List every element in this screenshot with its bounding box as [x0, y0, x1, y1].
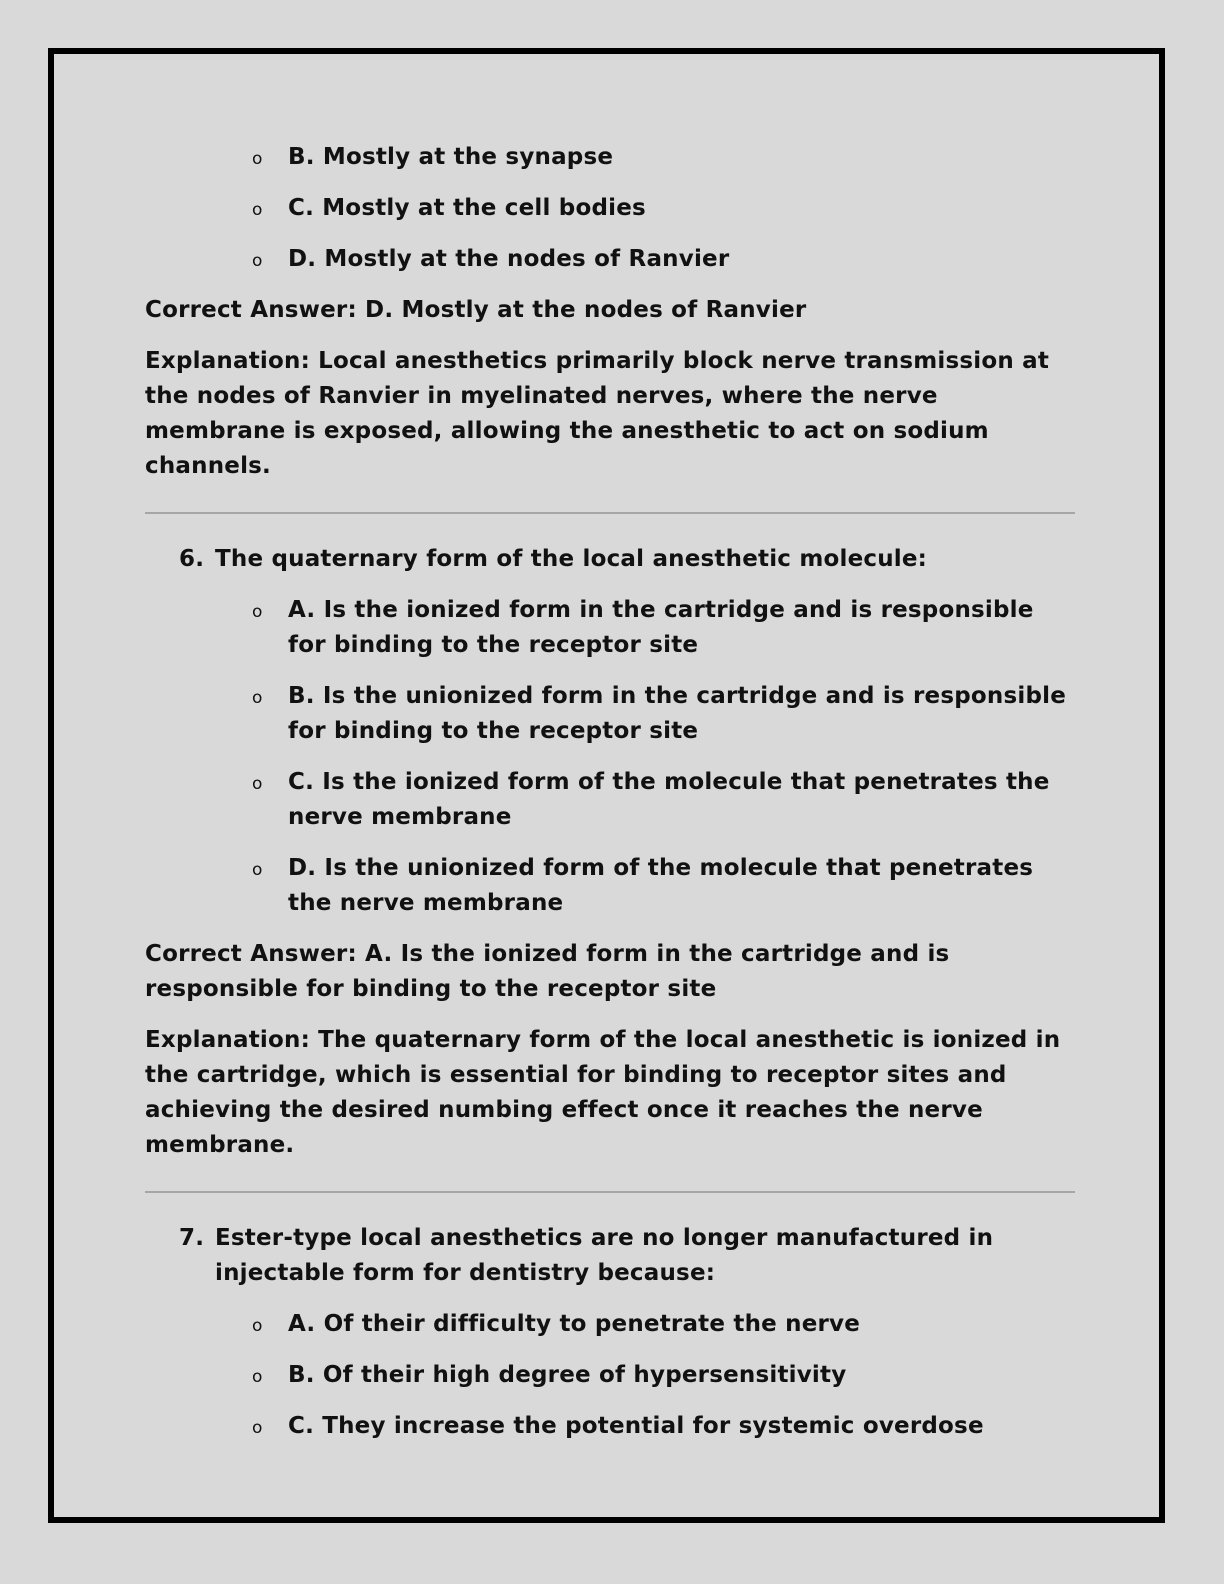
document-content	[145, 140, 1075, 1460]
question-text: The quaternary form of the local anesthetic molecule:	[215, 546, 928, 572]
q6-option-d	[252, 851, 1075, 921]
q6-explanation: Explanation: The quaternary form of the local anesthetic is ionized in the cartridge, which is essential for binding to receptor sites and achieving the desired numbing effect once it reaches the nerve membrane.	[145, 1027, 1061, 1158]
q7-option-b	[252, 1358, 1075, 1393]
q7-option-c	[252, 1409, 1075, 1444]
q5-option-d	[252, 242, 1075, 277]
q6-option-c	[252, 765, 1075, 835]
q6-correct-answer: Correct Answer: A. Is the ionized form in the cartridge and is responsible for binding to the receptor site	[145, 941, 950, 1002]
bullet-icon: o	[252, 860, 263, 880]
bullet-icon: o	[252, 688, 263, 708]
q6-option-a	[252, 593, 1075, 663]
question-number: 6.	[179, 546, 205, 572]
bullet-icon: o	[252, 251, 263, 271]
bullet-icon: o	[252, 200, 263, 220]
question-number: 7.	[179, 1225, 205, 1251]
option-text: C. Is the ionized form of the molecule that penetrates the nerve membrane	[288, 769, 1050, 830]
option-text: C. They increase the potential for systemic overdose	[288, 1413, 984, 1439]
option-text: A. Is the ionized form in the cartridge and is responsible for binding to the receptor site	[288, 597, 1034, 658]
q5-explanation: Explanation: Local anesthetics primarily block nerve transmission at the nodes of Ranvier in myelinated nerves, where the nerve membrane is exposed, allowing the anesthetic to act on sodium channels.	[145, 348, 1050, 479]
q7-question	[179, 1221, 1075, 1291]
bullet-icon: o	[252, 149, 263, 169]
option-text: B. Is the unionized form in the cartridge and is responsible for binding to the receptor site	[288, 683, 1067, 744]
bullet-icon: o	[252, 602, 263, 622]
q5-correct-answer: Correct Answer: D. Mostly at the nodes of Ranvier	[145, 297, 807, 323]
bullet-icon: o	[252, 1418, 263, 1438]
section-divider	[145, 1191, 1075, 1193]
q6-question	[179, 542, 1075, 577]
bullet-icon: o	[252, 774, 263, 794]
question-text: Ester-type local anesthetics are no longer manufactured in injectable form for dentistry because:	[215, 1225, 994, 1286]
q5-option-b	[252, 140, 1075, 175]
bullet-icon: o	[252, 1316, 263, 1336]
option-text: A. Of their difficulty to penetrate the nerve	[288, 1311, 861, 1337]
q5-option-c	[252, 191, 1075, 226]
option-text: B. Mostly at the synapse	[288, 144, 614, 170]
option-text: D. Mostly at the nodes of Ranvier	[288, 246, 730, 272]
bullet-icon: o	[252, 1367, 263, 1387]
q6-option-b	[252, 679, 1075, 749]
q7-option-a	[252, 1307, 1075, 1342]
option-text: B. Of their high degree of hypersensitivity	[288, 1362, 847, 1388]
option-text: C. Mostly at the cell bodies	[288, 195, 646, 221]
option-text: D. Is the unionized form of the molecule that penetrates the nerve membrane	[288, 855, 1034, 916]
section-divider	[145, 512, 1075, 514]
